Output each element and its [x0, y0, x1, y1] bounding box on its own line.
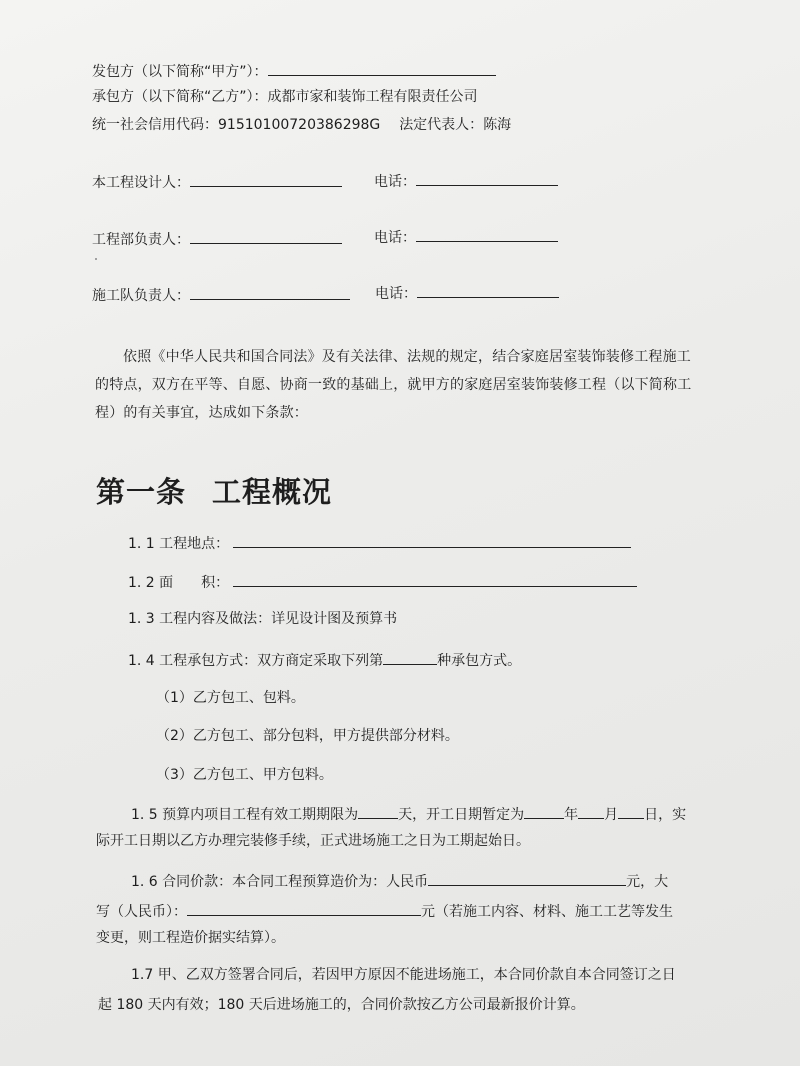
- credit-code-line: [92, 116, 511, 134]
- clause-1-6-c: 写（人民币）：: [96, 904, 187, 920]
- team-lead-line: [92, 285, 350, 305]
- party-b-line: [92, 88, 478, 106]
- clause-1-6-d: 元（若施工内容、材料、施工工艺等发生: [421, 904, 673, 920]
- manager-label: 工程部负责人：: [92, 232, 190, 248]
- team-lead-phone-line: [375, 283, 559, 303]
- clause-1-6-b: 元，大: [626, 874, 669, 890]
- start-month-blank[interactable]: [578, 804, 604, 819]
- designer-line: [92, 172, 342, 192]
- clause-1-7-line-1: 1.7 甲、乙双方签署合同后，若因甲方原因不能进场施工，本合同价款自本合同签订之日: [131, 967, 676, 983]
- article-1-heading: [96, 470, 332, 511]
- designer-phone-blank[interactable]: [416, 171, 558, 186]
- team-lead-phone-label: 电话：: [375, 286, 417, 302]
- paper-speck: [95, 258, 97, 260]
- credit-code-label: 统一社会信用代码：: [92, 117, 218, 133]
- article-1-number: 第一条: [96, 475, 187, 509]
- team-lead-blank[interactable]: [190, 285, 350, 300]
- clause-1-2-label: 1. 2 面 积：: [128, 575, 230, 591]
- clause-1-5-a: 1. 5 预算内项目工程有效工期期限为: [131, 807, 359, 823]
- start-day-blank[interactable]: [618, 804, 644, 819]
- clause-1-5-d: 月: [604, 807, 619, 823]
- manager-phone-blank[interactable]: [416, 227, 558, 242]
- manager-blank[interactable]: [190, 229, 342, 244]
- site-address-blank[interactable]: [233, 533, 631, 548]
- party-a-label: 发包方（以下简称“甲方”）：: [92, 64, 268, 80]
- credit-code-value: 91510100720386298G: [218, 117, 381, 133]
- clause-1-5-line-2: 际开工日期以乙方办理完装修手续，正式进场施工之日为工期起始日。: [96, 833, 530, 849]
- clause-1-5-b: 天，开工日期暂定为: [398, 807, 525, 823]
- team-lead-label: 施工队负责人：: [92, 288, 190, 304]
- clause-1-5-c: 年: [564, 807, 579, 823]
- option-2: （2）乙方包工、部分包料，甲方提供部分材料。: [156, 728, 459, 744]
- clause-1-4-suffix: 种承包方式。: [437, 653, 522, 669]
- area-blank[interactable]: [233, 572, 637, 587]
- clause-1-2: [128, 572, 637, 592]
- clause-1-6-line-1: [131, 871, 668, 891]
- party-a-blank[interactable]: [268, 61, 496, 76]
- designer-phone-label: 电话：: [374, 174, 416, 190]
- clause-1-4-prefix: 1. 4 工程承包方式：双方商定采取下列第: [128, 653, 384, 669]
- designer-label: 本工程设计人：: [92, 175, 190, 191]
- article-1-title: 工程概况: [212, 475, 333, 509]
- duration-days-blank[interactable]: [358, 804, 398, 819]
- legal-rep-label: 法定代表人：: [399, 117, 484, 133]
- manager-phone-label: 电话：: [374, 230, 416, 246]
- contract-mode-blank[interactable]: [383, 650, 437, 665]
- price-words-blank[interactable]: [187, 901, 421, 916]
- clause-1-6-line-3: 变更，则工程造价据实结算）。: [96, 930, 285, 946]
- legal-rep-value: 陈海: [483, 117, 512, 133]
- clause-1-5-e: 日，实: [644, 807, 687, 823]
- option-3: （3）乙方包工、甲方包料。: [156, 767, 333, 783]
- clause-1-4: [128, 650, 521, 670]
- price-figures-blank[interactable]: [428, 871, 626, 886]
- manager-line: [92, 229, 342, 249]
- designer-phone-line: [374, 171, 558, 191]
- clause-1-1-label: 1. 1 工程地点：: [128, 536, 230, 552]
- start-year-blank[interactable]: [524, 804, 564, 819]
- clause-1-6-a: 1. 6 合同价款：本合同工程预算造价为：人民币: [131, 874, 429, 890]
- manager-phone-line: [374, 227, 558, 247]
- team-lead-phone-blank[interactable]: [417, 283, 559, 298]
- preamble-paragraph: 依照《中华人民共和国合同法》及有关法律、法规的规定，结合家庭居室装饰装修工程施工的特点，双方在平等、自愿、协商一致的基础上，就甲方的家庭居室装饰装修工程（以下简称工程）的有关事宜，达成如下条款：: [95, 349, 692, 421]
- designer-blank[interactable]: [190, 172, 342, 187]
- clause-1-5-line-1: [131, 804, 686, 824]
- party-a-line: [92, 61, 496, 81]
- clause-1-7-line-2: 起 180 天内有效；180 天后进场施工的，合同价款按乙方公司最新报价计算。: [98, 997, 585, 1013]
- clause-1-1: [128, 533, 631, 553]
- clause-1-3: 1. 3 工程内容及做法：详见设计图及预算书: [128, 611, 398, 627]
- party-b-label: 承包方（以下简称“乙方”）：: [92, 89, 268, 105]
- option-1: （1）乙方包工、包料。: [156, 690, 305, 706]
- clause-1-6-line-2: [96, 901, 673, 921]
- party-b-name: 成都市家和装饰工程有限责任公司: [267, 89, 478, 105]
